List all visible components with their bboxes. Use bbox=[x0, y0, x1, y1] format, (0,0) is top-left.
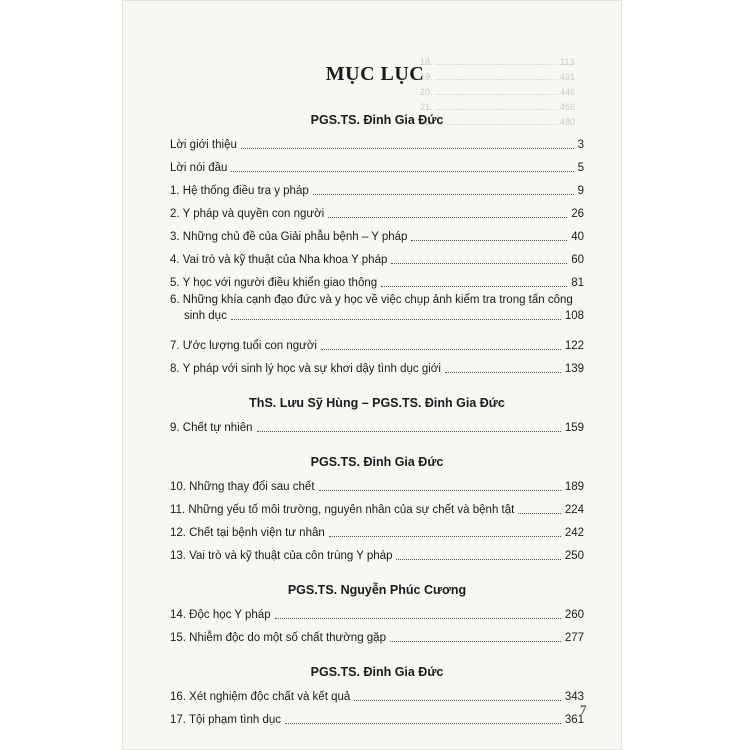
section-author: PGS.TS. Đinh Gia Đức bbox=[310, 113, 444, 127]
toc-entry[interactable]: 14. Độc học Y pháp 260 bbox=[170, 609, 584, 621]
toc-entry[interactable]: 6. Những khía cạnh đạo đức và y học về việc chụp ảnh kiểm tra trong tấn công sinh dục 108 bbox=[170, 294, 584, 322]
toc-entry[interactable]: 3. Những chủ đề của Giải phẫu bệnh – Y pháp 40 bbox=[170, 231, 584, 243]
toc-entry[interactable]: 17. Tội phạm tình dục 361 bbox=[170, 714, 584, 726]
toc-entry[interactable]: 2. Y pháp và quyền con người 26 bbox=[170, 208, 584, 220]
toc-title: MỤC LỤC bbox=[325, 63, 425, 85]
section-author: ThS. Lưu Sỹ Hùng – PGS.TS. Đinh Gia Đức bbox=[249, 396, 505, 410]
toc-entry[interactable]: 7. Ước lượng tuổi con người 122 bbox=[170, 340, 584, 352]
section-author: PGS.TS. Đinh Gia Đức bbox=[310, 455, 444, 469]
toc-entry[interactable]: Lời nói đầu 5 bbox=[170, 162, 584, 174]
page-number: 7 bbox=[580, 702, 587, 717]
toc-entry[interactable]: 1. Hệ thống điều tra y pháp 9 bbox=[170, 185, 584, 197]
toc-entry[interactable]: 5. Y học với người điều khiển giao thông 81 bbox=[170, 277, 584, 289]
toc-entry[interactable]: 15. Nhiễm độc do một số chất thường gặp 277 bbox=[170, 632, 584, 644]
toc-entry[interactable]: 11. Những yếu tố môi trường, nguyên nhân của sự chết và bệnh tật 224 bbox=[170, 504, 584, 516]
toc-entry[interactable]: 8. Y pháp với sinh lý học và sự khơi dậy tình dục giới 139 bbox=[170, 363, 584, 375]
toc-entry[interactable]: 16. Xét nghiệm độc chất và kết quả 343 bbox=[170, 691, 584, 703]
toc-entry[interactable]: 4. Vai trò và kỹ thuật của Nha khoa Y pháp 60 bbox=[170, 254, 584, 266]
section-author: PGS.TS. Đinh Gia Đức bbox=[310, 665, 444, 679]
toc-entry[interactable]: 12. Chết tại bệnh viện tư nhân 242 bbox=[170, 527, 584, 539]
bleed-through-text: 18. ................................................. 113 19. ................................................. 431 20. ................................................. 446 21. ................................................. 466 22. ................................................. 480 bbox=[420, 57, 576, 127]
section-author: PGS.TS. Nguyễn Phúc Cương bbox=[287, 583, 467, 597]
toc-entry[interactable]: Lời giới thiệu 3 bbox=[170, 139, 584, 151]
table-of-contents bbox=[170, 110, 584, 728]
toc-entry[interactable]: 13. Vai trò và kỹ thuật của côn trùng Y pháp 250 bbox=[170, 550, 584, 562]
toc-entry[interactable]: 9. Chết tự nhiên 159 bbox=[170, 422, 584, 434]
toc-entry[interactable]: 10. Những thay đổi sau chết 189 bbox=[170, 481, 584, 493]
